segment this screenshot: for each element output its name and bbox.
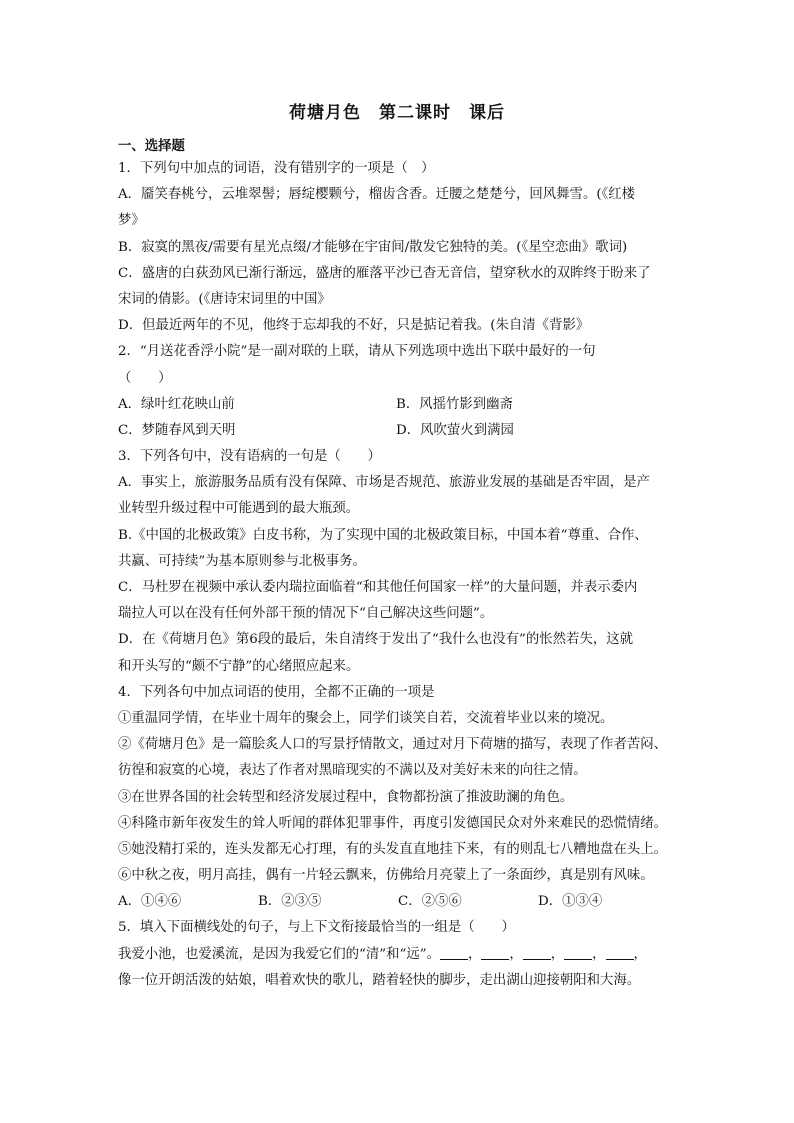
question-4-sentence-6: ⑥中秋之夜，明月高挂，偶有一片轻云飘来，仿佛给月亮蒙上了一条面纱，真是别有风味。	[118, 868, 654, 884]
document-body	[118, 136, 684, 994]
question-4-sentence-2: ②《荷塘月色》是一篇脍炙人口的写景抒情散文，通过对月下荷塘的描写，表现了作者苦闷、	[118, 737, 668, 753]
question-3-option-b: B.《中国的北极政策》白皮书称，为了实现中国的北极政策目标，中国本着“尊重、合作、	[118, 527, 648, 543]
fill-blank-4	[564, 945, 592, 960]
question-4-option-a: A．①④⑥	[118, 894, 182, 910]
question-1-option-a-cont: 梦》	[118, 213, 145, 229]
question-1-option-d: D．但最近两年的不见，他终于忘却我的不好，只是掂记着我。(朱自清《背影》	[118, 318, 590, 334]
question-3-option-a: A．事实上，旅游服务品质有没有保障、市场是否规范、旅游业发展的基础是否牢固，是产	[118, 475, 650, 491]
question-3-option-d-cont: 和开头写的“颇不宁静”的心绪照应起来。	[118, 658, 360, 674]
question-3-option-d: D．在《荷塘月色》第6段的最后，朱自清终于发出了“我什么也没有”的怅然若失，这就	[118, 632, 634, 648]
question-1-option-b: B．寂寞的黑夜/需要有星光点缀/才能够在宇宙间/散发它独特的美。(《星空恋曲》歌词)	[118, 239, 628, 255]
section-heading: 一、选择题	[118, 138, 185, 154]
title-part-3: 课后	[469, 103, 505, 123]
question-5-passage-line-1: 我爱小池，也爱溪流，是因为我爱它们的“清”和“远”。 ， ， ， ， ，	[118, 946, 647, 962]
question-1-option-c-cont: 宋词的倩影。(《唐诗宋词里的中国》	[118, 291, 331, 307]
question-1-option-a: A．靥笑春桃兮，云堆翠髻；唇绽樱颗兮，榴齿含香。迁腰之楚楚兮，回风舞雪。(《红楼	[118, 187, 636, 203]
question-4-option-c: C．②⑤⑥	[398, 894, 462, 910]
question-2-option-d: D．风吹萤火到满园	[396, 422, 514, 438]
question-5-stem: 5．填入下面横线处的句子，与上下文衔接最恰当的一组是（ ）	[118, 920, 515, 936]
fill-blank-2	[481, 945, 509, 960]
question-5-passage-line-2: 像一位开朗活泼的姑娘，唱着欢快的歌儿，踏着轻快的脚步，走出湖山迎接朝阳和大海。	[118, 972, 641, 988]
question-4-stem: 4．下列各句中加点词语的使用，全都不正确的一项是	[118, 684, 435, 700]
question-1-stem: 1．下列句中加点的词语，没有错别字的一项是（ ）	[118, 161, 435, 176]
fill-blank-5	[606, 945, 634, 960]
fill-blank-1	[440, 945, 468, 960]
question-2-options-row-2	[118, 418, 684, 444]
question-3-option-a-cont: 业转型升级过程中可能遇到的最大瓶颈。	[118, 501, 360, 517]
question-5	[118, 915, 684, 994]
question-4-option-d: D．①③④	[538, 894, 603, 910]
question-2-option-c: C．梦随春风到天明	[118, 422, 236, 438]
question-4	[118, 680, 684, 916]
question-4-sentence-2-cont: 彷徨和寂寞的心境，表达了作者对黑暗现实的不满以及对美好未来的向往之情。	[118, 763, 587, 779]
question-1-option-c: C．盛唐的白荻劲风已渐行渐远，盛唐的雁落平沙已杳无音信，望穿秋水的双眸终于盼来了	[118, 265, 651, 281]
title-part-1: 荷塘月色	[289, 103, 361, 123]
question-2-stem: 2．“月送花香浮小院”是一副对联的上联，请从下列选项中选出下联中最好的一句	[118, 344, 596, 360]
question-2	[118, 339, 684, 444]
question-2-option-b: B．风摇竹影到幽斋	[396, 396, 513, 412]
question-3-option-c-cont: 瑞拉人可以在没有任何外部干预的情况下“自己解决这些问题”。	[118, 606, 494, 622]
question-4-option-b: B．②③⑤	[258, 894, 322, 910]
question-4-sentence-4: ④科隆市新年夜发生的耸人听闻的群体犯罪事件，再度引发德国民众对外来难民的恐慌情绪。	[118, 815, 668, 831]
question-2-options-row-1	[118, 392, 684, 418]
question-2-option-a: A．绿叶红花映山前	[118, 396, 235, 412]
question-4-sentence-1: ①重温同学情，在毕业十周年的聚会上，同学们谈笑自若，交流着毕业以来的境况。	[118, 710, 614, 726]
question-2-answer-paren: （ ）	[118, 370, 172, 386]
question-4-sentence-3: ③在世界各国的社会转型和经济发展过程中，食物都扮演了推波助澜的角色。	[118, 789, 574, 805]
question-3-stem: 3．下列各句中，没有语病的一句是（ ）	[118, 449, 381, 465]
question-1	[118, 156, 684, 339]
fill-blank-3	[523, 945, 551, 960]
question-5-passage-text: 我爱小池，也爱溪流，是因为我爱它们的“清”和“远”。	[118, 946, 440, 962]
question-3	[118, 444, 684, 680]
question-4-sentence-5: ⑤她没精打采的，连头发都无心打理，有的头发直直地挂下来，有的则乱七八糟地盘在头上。	[118, 841, 668, 857]
title-part-2: 第二课时	[379, 103, 451, 123]
page-title	[0, 98, 794, 123]
question-3-option-c: C．马杜罗在视频中承认委内瑞拉面临着“和其他任何国家一样”的大量问题，并表示委内	[118, 580, 638, 595]
question-4-options	[118, 889, 684, 915]
question-3-option-b-cont: 共赢、可持续”为基本原则参与北极事务。	[118, 553, 366, 569]
